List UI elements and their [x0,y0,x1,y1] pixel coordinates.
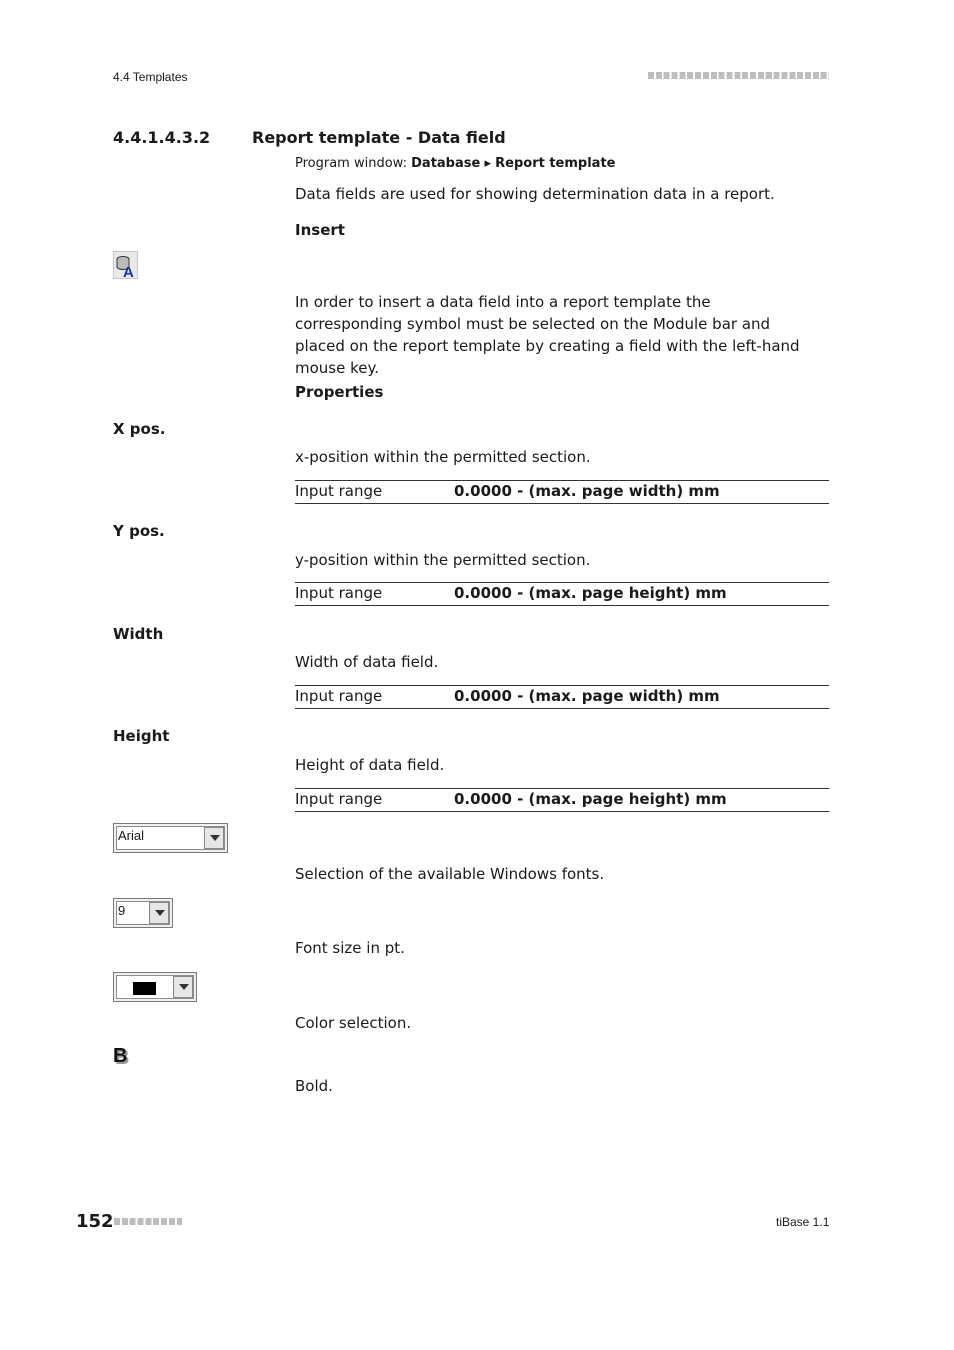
input-range-table-height [295,788,829,812]
color-desc: Color selection. [295,1014,412,1032]
product-version: tiBase 1.1 [776,1215,830,1229]
chevron-down-icon[interactable] [204,827,224,849]
prop-label-xpos: X pos. [113,420,166,438]
program-window-database: Database [411,156,481,171]
prop-desc-ypos: y-position within the permitted section. [295,551,591,569]
input-range-value: 0.0000 - (max. page width) mm [454,482,720,500]
input-range-key: Input range [295,482,383,500]
section-title: Report template - Data field [252,128,506,147]
input-range-key: Input range [295,790,383,808]
svg-text:A: A [123,264,134,278]
font-name-value: Arial [118,828,145,843]
prop-label-ypos: Y pos. [113,522,165,540]
running-header-section: 4.4 Templates [113,70,188,84]
color-combo[interactable] [113,972,197,1002]
bold-icon[interactable]: B [113,1045,128,1067]
chevron-down-icon[interactable] [173,976,193,998]
insert-description: In order to insert a data field into a report template the corresponding symbol must be selected on the Module bar and placed on the report template by creating a field with the left-hand mouse key. [295,293,800,377]
path-arrow-icon: ▸ [484,156,491,171]
input-range-value: 0.0000 - (max. page height) mm [454,584,727,602]
insert-heading: Insert [295,221,345,239]
bold-desc: Bold. [295,1077,333,1095]
input-range-value: 0.0000 - (max. page width) mm [454,687,720,705]
program-window-path [295,156,615,171]
prop-desc-xpos: x-position within the permitted section. [295,448,591,466]
prop-desc-width: Width of data field. [295,653,439,671]
chevron-down-icon[interactable] [149,902,169,924]
footer-decoration [114,1218,182,1225]
program-window-prefix: Program window: [295,156,407,171]
prop-label-height: Height [113,727,170,745]
input-range-value: 0.0000 - (max. page height) mm [454,790,727,808]
font-size-value: 9 [118,903,126,918]
font-size-desc: Font size in pt. [295,939,405,957]
section-number: 4.4.1.4.3.2 [113,128,211,147]
font-name-combo[interactable] [113,823,228,853]
font-size-combo[interactable] [113,898,173,928]
prop-desc-height: Height of data field. [295,756,445,774]
program-window-report-template: Report template [495,156,616,171]
prop-label-width: Width [113,625,164,643]
color-swatch [133,982,156,995]
input-range-table-ypos [295,582,829,606]
page-number: 152 [76,1211,114,1232]
data-field-icon [113,251,138,279]
input-range-table-width [295,685,829,709]
intro-text: Data fields are used for showing determination data in a report. [295,185,775,203]
header-decoration [648,72,829,79]
font-name-desc: Selection of the available Windows fonts. [295,865,605,883]
properties-heading: Properties [295,383,384,401]
input-range-key: Input range [295,687,383,705]
input-range-key: Input range [295,584,383,602]
input-range-table-xpos [295,480,829,504]
